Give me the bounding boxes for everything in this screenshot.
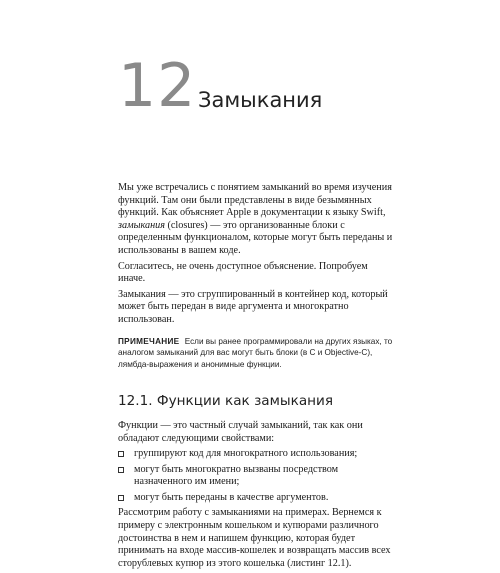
list-item: [118, 464, 394, 489]
list-item-text: могут быть переданы в качестве аргументов.: [134, 491, 329, 503]
list-item: [118, 492, 394, 505]
properties-list: [118, 448, 394, 504]
list-item-text: группируют код для многократного использования;: [134, 448, 358, 460]
list-item: [118, 448, 394, 461]
closures-term: замыкания: [118, 219, 165, 231]
intro-text-end: (closures) — это организованные блоки с определенным функционалом, которые могут быть переданы и использованы в вашем коде.: [118, 219, 393, 256]
intro-text-start: Мы уже встречались с понятием замыканий во время изучения функций. Там они были представлены в виде безымянных функций. Как объясняет Apple в документации к языку Swift,: [118, 182, 392, 219]
chapter-title: Замыкания: [198, 88, 323, 112]
page-body: [118, 182, 394, 573]
chapter-number: 12: [118, 51, 197, 121]
checkbox-bullet-icon: [118, 451, 124, 457]
note-block: [118, 336, 394, 371]
intro-paragraph-1: [118, 182, 394, 258]
section-paragraph-2: Рассмотрим работу с замыканиями на примерах. Вернемся к примеру с электронным кошельком и купюрами различного достоинства в нем и напишем функцию, которая будет принимать на входе массив-кошелек и возвращать массив всех сторублевых купюр из этого кошелька (листинг 12.1).: [118, 507, 391, 569]
checkbox-bullet-icon: [118, 467, 124, 473]
note-text: Если вы ранее программировали на других языках, то аналогом замыканий для вас могут быть блоки (в С и Objective-C), лямбда-выражения и анонимные функции.: [118, 336, 393, 370]
intro-paragraph-2: Согласитесь, не очень доступное объяснение. Попробуем иначе.: [118, 260, 368, 285]
intro-paragraph-3: Замыкания — это сгруппированный в контейнер код, который может быть передан в виде аргумента и многократно использован.: [118, 288, 388, 325]
section-title: 12.1. Функции как замыкания: [118, 392, 334, 409]
section-paragraph-1: Функции — это частный случай замыканий, так как они обладают следующими свойствами:: [118, 419, 363, 444]
list-item-text: могут быть многократно вызваны посредством назначенного им имени;: [134, 463, 339, 488]
note-label: ПРИМЕЧАНИЕ: [118, 336, 180, 346]
